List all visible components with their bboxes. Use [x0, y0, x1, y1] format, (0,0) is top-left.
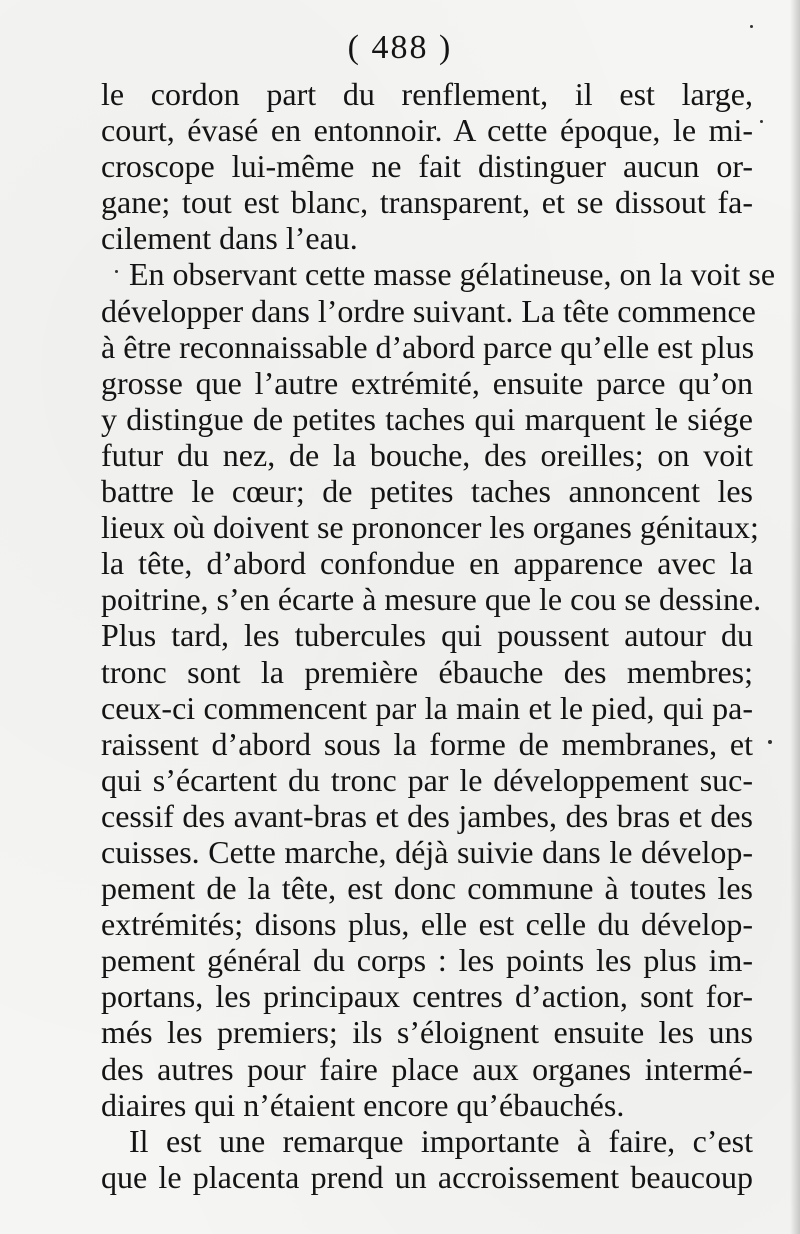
text-line: à être reconnaissable d’abord parce qu’elle est plus — [101, 328, 755, 365]
ink-speck — [760, 120, 763, 123]
ink-speck — [115, 270, 118, 273]
ink-speck — [750, 25, 753, 28]
text-line: cilement dans l’eau. — [101, 220, 358, 257]
page-number: ( 488 ) — [347, 29, 453, 66]
text-line: y distingue de petites taches qui marquent le siége — [101, 400, 753, 437]
text-line: raissent d’abord sous la forme de membranes, et — [101, 725, 753, 762]
text-line: Plus tard, les tubercules qui poussent autour du — [101, 617, 753, 654]
text-line: des autres pour faire place aux organes intermé- — [101, 1050, 753, 1087]
text-line: croscope lui-même ne fait distinguer aucun or- — [101, 148, 753, 185]
paragraph-1 — [101, 76, 753, 256]
text-line: que le placenta prend un accroissement beaucoup — [101, 1158, 753, 1195]
text-line: grosse que l’autre extrémité, ensuite parce qu’on — [101, 364, 753, 401]
text-line: ceux-ci commencent par la main et le pied, qui pa- — [101, 689, 753, 726]
text-line: pement général du corps : les points les plus im- — [101, 942, 753, 979]
text-line: cessif des avant-bras et des jambes, des bras et des — [101, 797, 753, 834]
text-line: cuisses. Cette marche, déjà suivie dans le dévelop- — [101, 833, 753, 870]
text-line: qui s’écartent du tronc par le développement suc- — [101, 761, 753, 798]
text-line: lieux où doivent se prononcer les organes génitaux; — [101, 509, 759, 546]
text-line: gane; tout est blanc, transparent, et se dissout fa- — [101, 184, 753, 221]
body-text — [101, 76, 776, 1195]
text-line: tronc sont la première ébauche des membres; — [101, 653, 753, 690]
text-line: extrémités; disons plus, elle est celle du dévelop- — [101, 906, 753, 943]
text-line: développer dans l’ordre suivant. La tête commence — [101, 292, 756, 329]
text-line: portans, les principaux centres d’action, sont for- — [101, 978, 753, 1015]
text-line: més les premiers; ils s’éloignent ensuite les uns — [101, 1014, 753, 1051]
text-line: futur du nez, de la bouche, des oreilles; on voit — [101, 436, 753, 473]
text-line: Il est une remarque importante à faire, c’est — [129, 1122, 753, 1159]
text-line: court, évasé en entonnoir. A cette époque, le mi- — [101, 112, 753, 149]
paragraph-2 — [101, 256, 776, 1123]
text-line: pement de la tête, est donc commune à toutes les — [101, 870, 753, 907]
text-line: le cordon part du renflement, il est large, — [101, 76, 753, 112]
page-edge-shadow — [790, 0, 800, 1234]
paragraph-3 — [101, 1123, 753, 1195]
text-line: battre le cœur; de petites taches annoncent les — [101, 473, 753, 510]
ink-speck — [768, 740, 772, 744]
text-line: diaires qui n’étaient encore qu’ébauchés. — [101, 1086, 625, 1123]
text-line: la tête, d’abord confondue en apparence avec la — [101, 545, 753, 582]
text-line: poitrine, s’en écarte à mesure que le cou se dessine. — [101, 581, 762, 618]
text-line: En observant cette masse gélatineuse, on la voit se — [129, 256, 776, 293]
